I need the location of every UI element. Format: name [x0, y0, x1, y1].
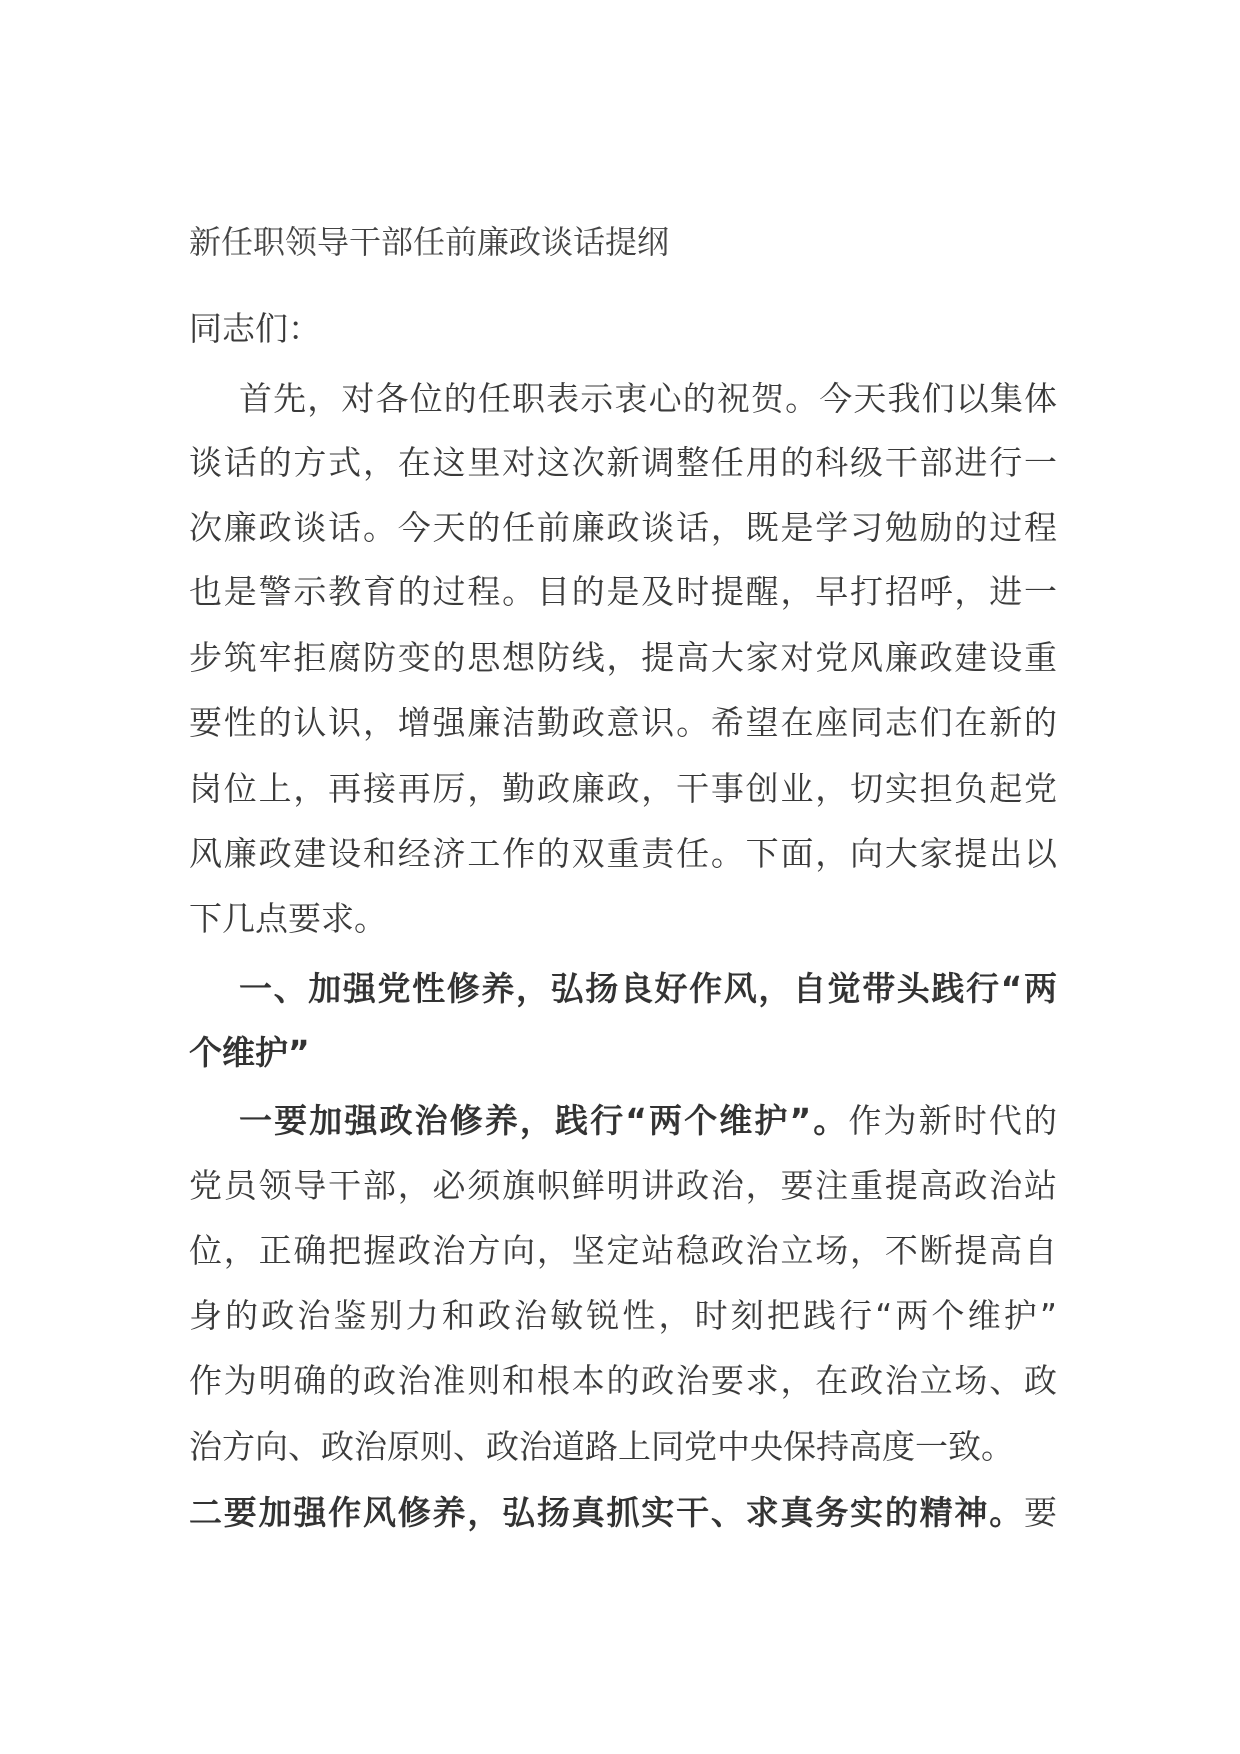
paragraph-line — [189, 559, 1057, 625]
paragraph-line — [189, 625, 1057, 691]
paragraph-line — [189, 1088, 1057, 1154]
body-text: 作为明确的政治准则和根本的政治要求，在政治立场、政 — [189, 1361, 1057, 1400]
body-text: 风廉政建设和经济工作的双重责任。下面，向大家提出以 — [189, 834, 1057, 873]
body-text: 也是警示教育的过程。目的是及时提醒，早打招呼，进一 — [189, 572, 1057, 611]
section-heading-line — [189, 1020, 1057, 1086]
paragraph-line — [189, 495, 1057, 561]
paragraph-line — [189, 1153, 1057, 1219]
paragraph-line — [189, 366, 1057, 432]
paragraph-line — [189, 1218, 1057, 1284]
body-text: 谈话的方式，在这里对这次新调整任用的科级干部进行一 — [189, 443, 1057, 482]
body-text: 身的政治鉴别力和政治敏锐性，时刻把践行“两个维护” — [189, 1296, 1057, 1335]
document-title: 新任职领导干部任前廉政谈话提纲 — [189, 223, 670, 261]
paragraph-line — [189, 690, 1057, 756]
body-text: 首先，对各位的任职表示衷心的祝贺。今天我们以集体 — [239, 379, 1057, 418]
paragraph-line — [189, 430, 1057, 496]
body-text: 要 — [1024, 1493, 1057, 1532]
paragraph-line — [189, 1348, 1057, 1414]
bold-text: 一、加强党性修养，弘扬良好作风，自觉带头践行“两 — [239, 969, 1057, 1008]
bold-text: 二要加强作风修养，弘扬真抓实干、求真务实的精神。 — [189, 1493, 1024, 1532]
paragraph-line — [189, 756, 1057, 822]
body-text: 作为新时代的 — [848, 1101, 1057, 1140]
section-heading-line — [189, 956, 1057, 1022]
body-text: 岗位上，再接再厉，勤政廉政，干事创业，切实担负起党 — [189, 769, 1057, 808]
paragraph-line — [189, 1480, 1057, 1546]
body-text: 次廉政谈话。今天的任前廉政谈话，既是学习勉励的过程 — [189, 508, 1057, 547]
paragraph-line — [189, 1414, 1057, 1480]
body-text: 要性的认识，增强廉洁勤政意识。希望在座同志们在新的 — [189, 703, 1057, 742]
body-text: 治方向、政治原则、政治道路上同党中央保持高度一致。 — [189, 1427, 1014, 1466]
paragraph-line — [189, 821, 1057, 887]
paragraph-line — [189, 1283, 1057, 1349]
body-text: 位，正确把握政治方向，坚定站稳政治立场，不断提高自 — [189, 1231, 1057, 1270]
paragraph-line — [189, 886, 1057, 952]
body-text: 步筑牢拒腐防变的思想防线，提高大家对党风廉政建设重 — [189, 638, 1057, 677]
bold-text: 个维护” — [189, 1033, 310, 1072]
body-text: 下几点要求。 — [189, 899, 387, 938]
body-text: 党员领导干部，必须旗帜鲜明讲政治，要注重提高政治站 — [189, 1166, 1057, 1205]
salutation: 同志们： — [189, 309, 321, 348]
bold-text: 一要加强政治修养，践行“两个维护”。 — [239, 1101, 849, 1140]
